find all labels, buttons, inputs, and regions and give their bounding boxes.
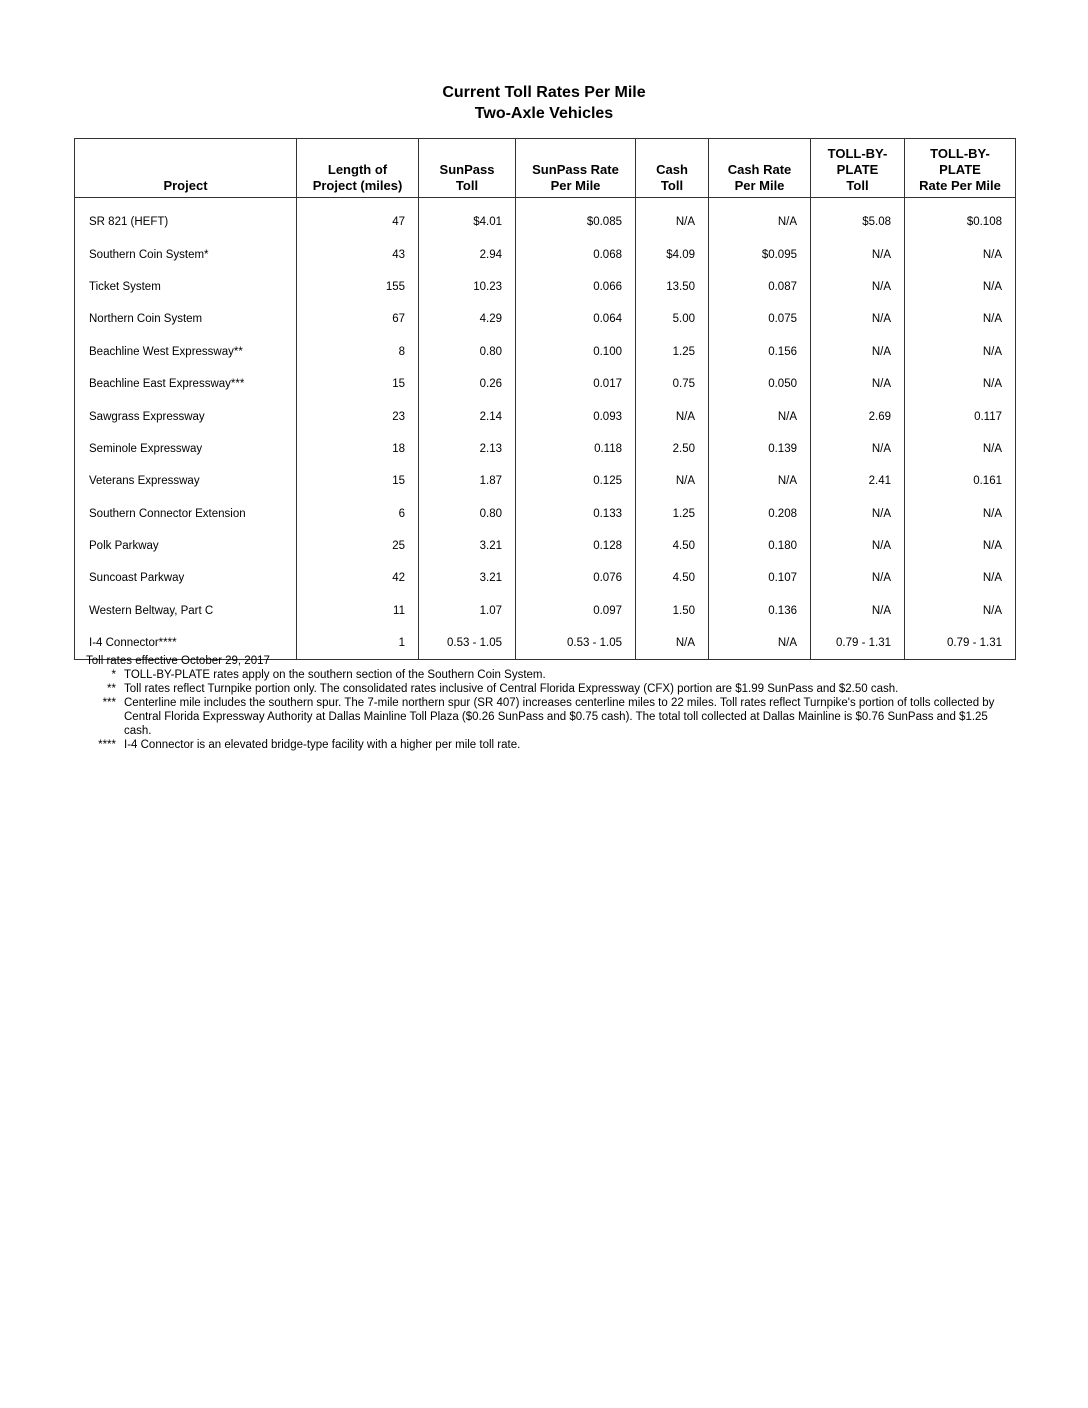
table-row <box>75 368 1016 400</box>
table-row <box>75 595 1016 627</box>
cell-project: Northern Coin System <box>75 303 297 335</box>
cell-cash-toll: N/A <box>636 198 709 239</box>
cell-tbp-rate: $0.108 <box>905 198 1016 239</box>
table-header-row <box>75 139 1016 198</box>
title-line-2: Two-Axle Vehicles <box>474 105 614 122</box>
footnote-list <box>88 668 1008 752</box>
cell-cash-rate: 0.139 <box>709 433 811 465</box>
table-row <box>75 498 1016 530</box>
cell-tbp-rate: 0.79 - 1.31 <box>905 627 1016 660</box>
table-row <box>75 303 1016 335</box>
table-row <box>75 465 1016 497</box>
page-title <box>0 82 1088 124</box>
cell-tbp-toll: N/A <box>811 303 905 335</box>
footnote-text: I-4 Connector is an elevated bridge-type facility with a higher per mile toll rate. <box>124 739 521 751</box>
cell-length: 25 <box>297 530 419 562</box>
cell-sunpass-rate: $0.085 <box>516 198 636 239</box>
cell-sunpass-toll: 0.53 - 1.05 <box>419 627 516 660</box>
table-row <box>75 562 1016 594</box>
footnote-text: TOLL-BY-PLATE rates apply on the southern section of the Southern Coin System. <box>124 669 546 681</box>
cell-project: Beachline East Expressway*** <box>75 368 297 400</box>
cell-cash-toll: 2.50 <box>636 433 709 465</box>
cell-tbp-rate: N/A <box>905 271 1016 303</box>
cell-tbp-toll: N/A <box>811 368 905 400</box>
cell-project: Polk Parkway <box>75 530 297 562</box>
cell-sunpass-rate: 0.53 - 1.05 <box>516 627 636 660</box>
cell-tbp-rate: N/A <box>905 562 1016 594</box>
cell-tbp-rate: N/A <box>905 595 1016 627</box>
cell-tbp-toll: N/A <box>811 336 905 368</box>
cell-sunpass-toll: $4.01 <box>419 198 516 239</box>
table-row <box>75 238 1016 270</box>
toll-rates-table <box>74 138 1016 660</box>
title-line-1: Current Toll Rates Per Mile <box>442 84 646 101</box>
cell-cash-rate: N/A <box>709 198 811 239</box>
cell-sunpass-rate: 0.076 <box>516 562 636 594</box>
cell-length: 67 <box>297 303 419 335</box>
cell-cash-rate: 0.136 <box>709 595 811 627</box>
effective-date-note: Toll rates effective October 29, 2017 <box>86 655 270 667</box>
cell-sunpass-toll: 1.07 <box>419 595 516 627</box>
cell-tbp-rate: N/A <box>905 303 1016 335</box>
cell-sunpass-rate: 0.066 <box>516 271 636 303</box>
footnote-text: Centerline mile includes the southern spur. The 7-mile northern spur (SR 407) increases centerline miles to 22 miles. Toll rates reflect Turnpike's portion of tolls collected by Central Florida Expressway Authority at Dallas Mainline Toll Plaza ($0.26 SunPass and $0.75 cash). The total toll collected at Dallas Mainline is $0.76 SunPass and $1.25 cash. <box>124 697 995 737</box>
cell-project: Beachline West Expressway** <box>75 336 297 368</box>
cell-sunpass-rate: 0.064 <box>516 303 636 335</box>
cell-tbp-rate: N/A <box>905 433 1016 465</box>
cell-sunpass-rate: 0.017 <box>516 368 636 400</box>
table-row <box>75 433 1016 465</box>
cell-project: Seminole Expressway <box>75 433 297 465</box>
cell-cash-toll: 5.00 <box>636 303 709 335</box>
cell-sunpass-rate: 0.125 <box>516 465 636 497</box>
cell-sunpass-toll: 2.13 <box>419 433 516 465</box>
footnote-mark: *** <box>102 697 116 709</box>
cell-project: Southern Coin System* <box>75 238 297 270</box>
cell-tbp-toll: N/A <box>811 530 905 562</box>
cell-tbp-toll: 2.41 <box>811 465 905 497</box>
table-row <box>75 271 1016 303</box>
table-row <box>75 400 1016 432</box>
cell-tbp-rate: 0.161 <box>905 465 1016 497</box>
cell-sunpass-toll: 10.23 <box>419 271 516 303</box>
cell-length: 18 <box>297 433 419 465</box>
cell-tbp-rate: N/A <box>905 368 1016 400</box>
cell-tbp-toll: 0.79 - 1.31 <box>811 627 905 660</box>
table-row <box>75 336 1016 368</box>
footnote-mark: **** <box>98 739 116 751</box>
header-sunpass-rate: SunPass Rate Per Mile <box>516 139 636 198</box>
cell-cash-rate: N/A <box>709 465 811 497</box>
cell-sunpass-rate: 0.100 <box>516 336 636 368</box>
cell-sunpass-rate: 0.133 <box>516 498 636 530</box>
cell-project: SR 821 (HEFT) <box>75 198 297 239</box>
cell-tbp-rate: N/A <box>905 336 1016 368</box>
cell-cash-rate: 0.107 <box>709 562 811 594</box>
cell-length: 43 <box>297 238 419 270</box>
footnote-mark: ** <box>107 683 116 695</box>
cell-project: Southern Connector Extension <box>75 498 297 530</box>
header-cash-rate: Cash Rate Per Mile <box>709 139 811 198</box>
footnote-text: Toll rates reflect Turnpike portion only. The consolidated rates inclusive of Central Florida Expressway (CFX) portion are $1.99 SunPass and $2.50 cash. <box>124 683 899 695</box>
cell-length: 15 <box>297 465 419 497</box>
cell-cash-rate: 0.075 <box>709 303 811 335</box>
cell-length: 23 <box>297 400 419 432</box>
cell-length: 15 <box>297 368 419 400</box>
footnote <box>88 668 1008 682</box>
cell-length: 8 <box>297 336 419 368</box>
cell-length: 47 <box>297 198 419 239</box>
cell-sunpass-rate: 0.128 <box>516 530 636 562</box>
cell-sunpass-rate: 0.093 <box>516 400 636 432</box>
cell-sunpass-rate: 0.097 <box>516 595 636 627</box>
cell-cash-toll: 0.75 <box>636 368 709 400</box>
footnote-mark: * <box>111 669 116 681</box>
cell-length: 155 <box>297 271 419 303</box>
header-project: Project <box>75 139 297 198</box>
header-tbp-rate: TOLL-BY- PLATE Rate Per Mile <box>905 139 1016 198</box>
cell-project: I-4 Connector**** <box>75 627 297 660</box>
cell-project: Ticket System <box>75 271 297 303</box>
header-cash-toll: Cash Toll <box>636 139 709 198</box>
header-sunpass-toll: SunPass Toll <box>419 139 516 198</box>
footnote <box>88 738 1008 752</box>
cell-tbp-toll: N/A <box>811 498 905 530</box>
header-length: Length of Project (miles) <box>297 139 419 198</box>
cell-tbp-toll: N/A <box>811 433 905 465</box>
cell-sunpass-toll: 2.14 <box>419 400 516 432</box>
cell-cash-rate: N/A <box>709 400 811 432</box>
cell-tbp-rate: 0.117 <box>905 400 1016 432</box>
cell-cash-rate: 0.050 <box>709 368 811 400</box>
cell-sunpass-toll: 1.87 <box>419 465 516 497</box>
footnote <box>88 682 1008 696</box>
cell-tbp-rate: N/A <box>905 530 1016 562</box>
cell-tbp-rate: N/A <box>905 238 1016 270</box>
cell-tbp-toll: N/A <box>811 562 905 594</box>
cell-cash-toll: 1.50 <box>636 595 709 627</box>
cell-cash-toll: N/A <box>636 627 709 660</box>
cell-cash-rate: 0.180 <box>709 530 811 562</box>
table-row <box>75 198 1016 239</box>
header-tbp-toll: TOLL-BY- PLATE Toll <box>811 139 905 198</box>
cell-tbp-rate: N/A <box>905 498 1016 530</box>
cell-tbp-toll: N/A <box>811 271 905 303</box>
cell-sunpass-toll: 3.21 <box>419 530 516 562</box>
cell-tbp-toll: $5.08 <box>811 198 905 239</box>
cell-length: 1 <box>297 627 419 660</box>
cell-sunpass-toll: 2.94 <box>419 238 516 270</box>
cell-cash-rate: 0.208 <box>709 498 811 530</box>
cell-cash-toll: 4.50 <box>636 530 709 562</box>
cell-sunpass-rate: 0.068 <box>516 238 636 270</box>
cell-length: 6 <box>297 498 419 530</box>
cell-cash-toll: N/A <box>636 465 709 497</box>
table-body <box>75 198 1016 660</box>
cell-cash-toll: 1.25 <box>636 498 709 530</box>
cell-sunpass-toll: 0.26 <box>419 368 516 400</box>
cell-cash-rate: $0.095 <box>709 238 811 270</box>
cell-cash-rate: 0.087 <box>709 271 811 303</box>
cell-project: Veterans Expressway <box>75 465 297 497</box>
cell-cash-rate: N/A <box>709 627 811 660</box>
cell-length: 11 <box>297 595 419 627</box>
cell-length: 42 <box>297 562 419 594</box>
cell-cash-toll: 1.25 <box>636 336 709 368</box>
cell-tbp-toll: N/A <box>811 238 905 270</box>
cell-sunpass-toll: 0.80 <box>419 498 516 530</box>
cell-project: Suncoast Parkway <box>75 562 297 594</box>
cell-sunpass-toll: 0.80 <box>419 336 516 368</box>
cell-tbp-toll: N/A <box>811 595 905 627</box>
cell-sunpass-rate: 0.118 <box>516 433 636 465</box>
table-row <box>75 530 1016 562</box>
cell-project: Western Beltway, Part C <box>75 595 297 627</box>
cell-tbp-toll: 2.69 <box>811 400 905 432</box>
cell-cash-toll: $4.09 <box>636 238 709 270</box>
cell-project: Sawgrass Expressway <box>75 400 297 432</box>
cell-cash-toll: N/A <box>636 400 709 432</box>
cell-sunpass-toll: 3.21 <box>419 562 516 594</box>
footnotes <box>88 654 1008 752</box>
footnote <box>88 696 1008 738</box>
cell-cash-toll: 13.50 <box>636 271 709 303</box>
cell-sunpass-toll: 4.29 <box>419 303 516 335</box>
cell-cash-toll: 4.50 <box>636 562 709 594</box>
cell-cash-rate: 0.156 <box>709 336 811 368</box>
